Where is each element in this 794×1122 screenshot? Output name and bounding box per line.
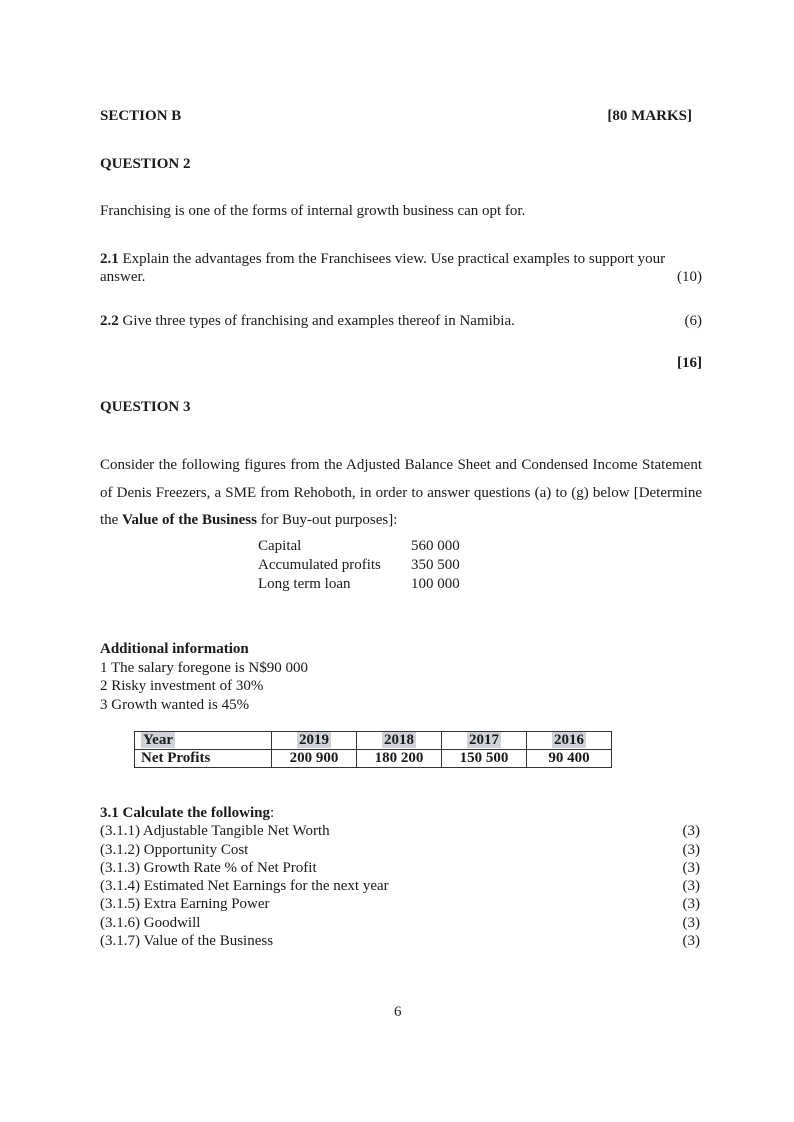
page-number: 6 — [394, 1004, 402, 1020]
question-2-2-marks: (6) — [684, 313, 702, 329]
list-item: (3.1.2) Opportunity Cost (3) — [100, 841, 700, 858]
figure-row: Accumulated profits 350 500 — [258, 557, 460, 573]
question-3-intro: Consider the following figures from the Adjusted Balance Sheet and Condensed Income Statement of Denis Freezers, a SME from Rehoboth, in order to answer questions (a) to (g) below [Determine the Value of the Business for Buy-out purposes]: — [100, 457, 702, 528]
list-item: (3.1.5) Extra Earning Power (3) — [100, 896, 700, 913]
table-cell: 180 200 — [357, 750, 442, 768]
additional-item: 2 Risky investment of 30% — [100, 678, 264, 694]
question-2-1-text: 2.1 Explain the advantages from the Franchisees view. Use practical examples to support your answer. — [100, 251, 666, 285]
table-cell: 150 500 — [442, 750, 527, 768]
additional-information — [100, 640, 308, 714]
additional-item: 1 The salary foregone is N$90 000 — [100, 659, 309, 676]
figure-row: Long term loan 100 000 — [258, 576, 460, 592]
question-2-title: QUESTION 2 — [100, 156, 191, 172]
table-header-cell: Year — [135, 732, 272, 750]
figure-row: Capital 560 000 — [258, 538, 460, 554]
table-header-row — [135, 732, 612, 750]
table-row — [135, 750, 612, 768]
net-profits-table — [134, 731, 612, 768]
list-item: (3.1.6) Goodwill (3) — [100, 914, 700, 931]
additional-item: 3 Growth wanted is 45% — [100, 696, 250, 713]
section-marks: [80 MARKS] — [607, 108, 692, 124]
list-item: (3.1.4) Estimated Net Earnings for the next year (3) — [100, 878, 700, 895]
list-item: (3.1.7) Value of the Business (3) — [100, 933, 700, 950]
question-3-title: QUESTION 3 — [100, 399, 191, 415]
list-item: (3.1.1) Adjustable Tangible Net Worth (3) — [100, 823, 700, 840]
question-2-total: [16] — [677, 355, 702, 371]
table-header-cell: 2019 — [272, 732, 357, 750]
table-header-cell: 2017 — [442, 732, 527, 750]
section-title: SECTION B — [100, 108, 182, 124]
additional-information-title: Additional information — [100, 641, 249, 657]
question-2-1-marks: (10) — [677, 269, 702, 285]
table-cell: 90 400 — [527, 750, 612, 768]
section-header — [100, 108, 692, 125]
balance-figures — [258, 537, 460, 594]
question-2-1 — [100, 250, 702, 286]
calculation-list — [100, 804, 700, 950]
table-header-cell: 2018 — [357, 732, 442, 750]
question-2-intro: Franchising is one of the forms of internal growth business can opt for. — [100, 203, 526, 219]
question-2-2-text: 2.2 Give three types of franchising and examples thereof in Namibia. — [100, 313, 515, 329]
table-cell: Net Profits — [135, 750, 272, 768]
question-2-2 — [100, 313, 702, 330]
list-item: (3.1.3) Growth Rate % of Net Profit (3) — [100, 859, 700, 876]
calculation-title: 3.1 Calculate the following: — [100, 805, 275, 821]
table-header-cell: 2016 — [527, 732, 612, 750]
question-2-1-number: 2.1 — [100, 251, 119, 267]
table-cell: 200 900 — [272, 750, 357, 768]
